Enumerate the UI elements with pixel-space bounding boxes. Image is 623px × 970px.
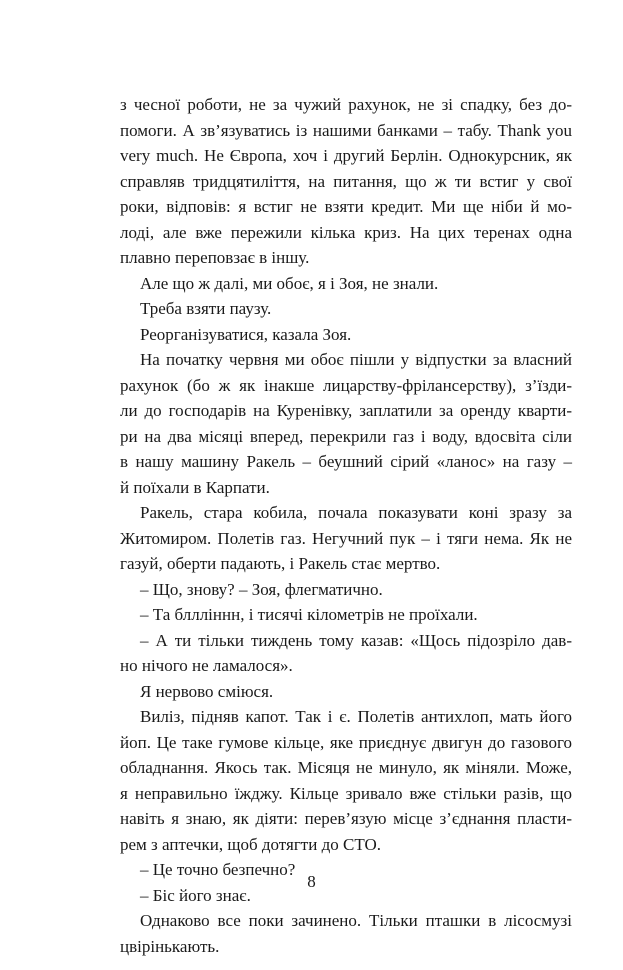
text-line: в нашу машину Ракель – беушний сірий «ланос» на газу – bbox=[120, 452, 572, 471]
text-line: – Біс його знає. bbox=[140, 885, 251, 905]
text-line: – Це точно безпечно? bbox=[140, 860, 296, 879]
text-line: – Та бллліннн, і тисячі кілометрів не проїхали. bbox=[140, 605, 478, 624]
text-line: Виліз, підняв капот. Так і є. Полетів антихлоп, мать його bbox=[140, 707, 572, 726]
text-line: роки, відповів: я встиг не взяти кредит. Ми ще ніби й мо- bbox=[120, 197, 572, 216]
text-line: Ракель, стара кобила, почала показувати коні зразу за bbox=[140, 503, 572, 522]
text-line: – А ти тільки тиждень тому казав: «Щось підозріло дав- bbox=[140, 630, 572, 650]
text-line: йоп. Це таке гумове кільце, яке приєднує двигун до газового bbox=[120, 732, 572, 752]
text-line: рем з аптечки, щоб дотягти до СТО. bbox=[120, 834, 382, 854]
text-line: very much. Не Європа, хоч і другий Берлін. Однокурсник, як bbox=[120, 146, 572, 165]
text-line: Треба взяти паузу. bbox=[140, 299, 272, 318]
text-line: газуй, оберти падають, і Ракель стає мертво. bbox=[120, 554, 441, 573]
text-line: справляв тридцятиліття, на питання, що ж ти встиг у свої bbox=[120, 171, 572, 191]
text-line: помоги. А зв’язуватись із нашими банками – табу. Thank you bbox=[120, 120, 572, 140]
page-number: 8 bbox=[307, 872, 316, 891]
text-line: Житомиром. Полетів газ. Негучний пук – і тяги нема. Як не bbox=[120, 528, 572, 548]
text-line: лоді, але вже пережили кілька криз. На цих теренах одна bbox=[120, 222, 572, 242]
text-line: Я нервово сміюся. bbox=[140, 681, 274, 701]
text-line: обладнання. Якось так. Місяця не минуло, як міняли. Може, bbox=[120, 758, 572, 777]
text-line: На початку червня ми обоє пішли у відпустки за власний bbox=[140, 350, 572, 369]
body-text bbox=[120, 92, 572, 959]
text-line: – Що, знову? – Зоя, флегматично. bbox=[140, 579, 383, 599]
text-line: Реорганізуватися, казала Зоя. bbox=[140, 324, 352, 344]
text-line: навіть я знаю, як діяти: перев’язую місце з’єднання пласти- bbox=[120, 809, 572, 828]
text-line: плавно переповзає в іншу. bbox=[120, 248, 310, 267]
text-line: я неправильно їжджу. Кільце зривало вже стільки разів, що bbox=[120, 783, 572, 803]
text-line: Але що ж далі, ми обоє, я і Зоя, не знали. bbox=[140, 273, 439, 293]
text-line: ли до господарів на Куренівку, заплатили за оренду кварти- bbox=[120, 401, 572, 420]
text-line: но нічого не ламалося». bbox=[120, 656, 293, 675]
text-line: ри на два місяці вперед, перекрили газ і воду, вдосвіта сіли bbox=[120, 426, 572, 446]
text-line: й поїхали в Карпати. bbox=[120, 477, 270, 497]
text-line: Однаково все поки зачинено. Тільки пташки в лісосмузі bbox=[140, 911, 572, 930]
text-line: цвірінькають. bbox=[120, 936, 220, 956]
text-line: з чесної роботи, не за чужий рахунок, не зі спадку, без до- bbox=[120, 95, 572, 114]
text-line: рахунок (бо ж як інакше лицарству-фрілансерству), з’їзди- bbox=[120, 375, 572, 395]
